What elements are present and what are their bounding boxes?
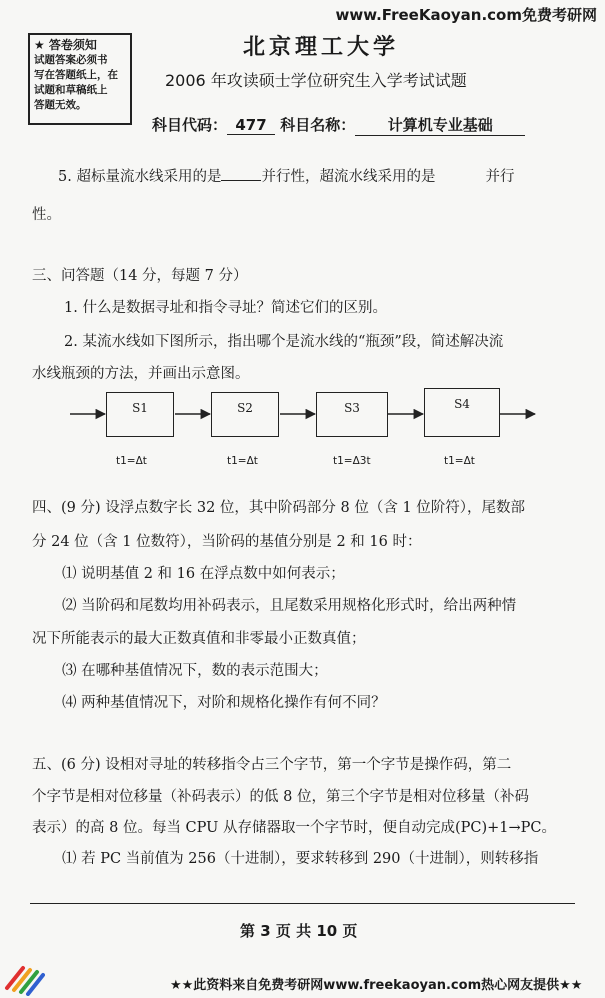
pipeline-stage-s1: S1: [106, 392, 174, 437]
stage-time-label: t1=Δt: [116, 455, 147, 467]
section5-line1: 五、(6 分) 设相对寻址的转移指令占三个字节，第一个字节是操作码，第二: [32, 757, 512, 773]
subject-line: [152, 114, 525, 136]
site-banner[interactable]: www.FreeKaoyan.com免费考研网: [335, 6, 597, 24]
section4-line2: 分 24 位（含 1 位数符），当阶码的基值分别是 2 和 16 时：: [32, 534, 422, 550]
university-name: 北京理工大学: [243, 34, 400, 60]
subject-code-label: 科目代码：: [152, 116, 228, 134]
section4-item1: ⑴ 说明基值 2 和 16 在浮点数中如何表示；: [62, 566, 345, 582]
section3-heading: 三、问答题（14 分，每题 7 分）: [32, 268, 248, 284]
notice-line: 答题无效。: [34, 99, 87, 111]
stage-time-label: t1=Δt: [444, 455, 475, 467]
q5-continuation: 性。: [32, 207, 61, 223]
notice-line: ★ 答卷须知: [34, 38, 97, 52]
site-logo-icon: [3, 962, 45, 996]
subject-name-label: 科目名称：: [280, 116, 356, 134]
section4-item2-line2: 况下所能表示的最大正数真值和非零最小正数真值；: [32, 631, 366, 647]
section3-q2-line2: 水线瓶颈的方法，并画出示意图。: [32, 366, 250, 382]
stage-time-label: t1=Δt: [227, 455, 258, 467]
notice-line: 写在答题纸上，在: [34, 69, 118, 81]
section4-line1: 四、(9 分) 设浮点数字长 32 位，其中阶码部分 8 位（含 1 位阶符），尾数部: [32, 500, 526, 516]
pipeline-stage-s3: S3: [316, 392, 388, 437]
pipeline-stage-s4: S4: [424, 388, 500, 437]
section5-line2: 个字节是相对位移量（补码表示）的低 8 位，第三个字节是相对位移量（补码: [32, 789, 529, 805]
section3-q1: 1. 什么是数据寻址和指令寻址？简述它们的区别。: [64, 300, 387, 316]
bottom-banner[interactable]: ★★此资料来自免费考研网www.freekaoyan.com热心网友提供★★: [170, 978, 583, 993]
notice-line: 试题和草稿纸上: [34, 84, 108, 96]
subject-name: 计算机专业基础: [355, 114, 525, 136]
page-number: 第 3 页 共 10 页: [240, 922, 358, 940]
answer-notice-box: [28, 33, 132, 125]
section4-item2-line1: ⑵ 当阶码和尾数均用补码表示，且尾数采用规格化形式时，给出两种情: [62, 598, 517, 614]
section5-line4: ⑴ 若 PC 当前值为 256（十进制），要求转移到 290（十进制），则转移指: [62, 851, 539, 867]
q5-line: [58, 165, 514, 186]
q5-part2: 并行性，超流水线采用的是: [261, 169, 436, 185]
q5-blank-1[interactable]: [221, 168, 261, 181]
q5-part3: 并行: [485, 169, 515, 185]
q5-blank-2[interactable]: [435, 168, 485, 181]
section3-q2-line1: 2. 某流水线如下图所示，指出哪个是流水线的“瓶颈”段，简述解决流: [64, 334, 504, 350]
stage-time-label: t1=Δ3t: [333, 455, 371, 467]
notice-line: 试题答案必须书: [34, 54, 108, 66]
pipeline-stage-s2: S2: [211, 392, 279, 437]
subject-code: 477: [227, 116, 275, 135]
pipeline-diagram: [0, 380, 605, 480]
exam-title: 2006 年攻读硕士学位研究生入学考试试题: [165, 71, 467, 90]
section4-item4: ⑷ 两种基值情况下，对阶和规格化操作有何不同？: [62, 695, 386, 711]
section5-line3: 表示）的高 8 位。每当 CPU 从存储器取一个字节时，便自动完成(PC)+1→PC。: [32, 820, 557, 836]
q5-part1: 5. 超标量流水线采用的是: [58, 169, 222, 185]
footer-divider: [30, 903, 575, 904]
section4-item3: ⑶ 在哪种基值情况下，数的表示范围大；: [62, 663, 328, 679]
